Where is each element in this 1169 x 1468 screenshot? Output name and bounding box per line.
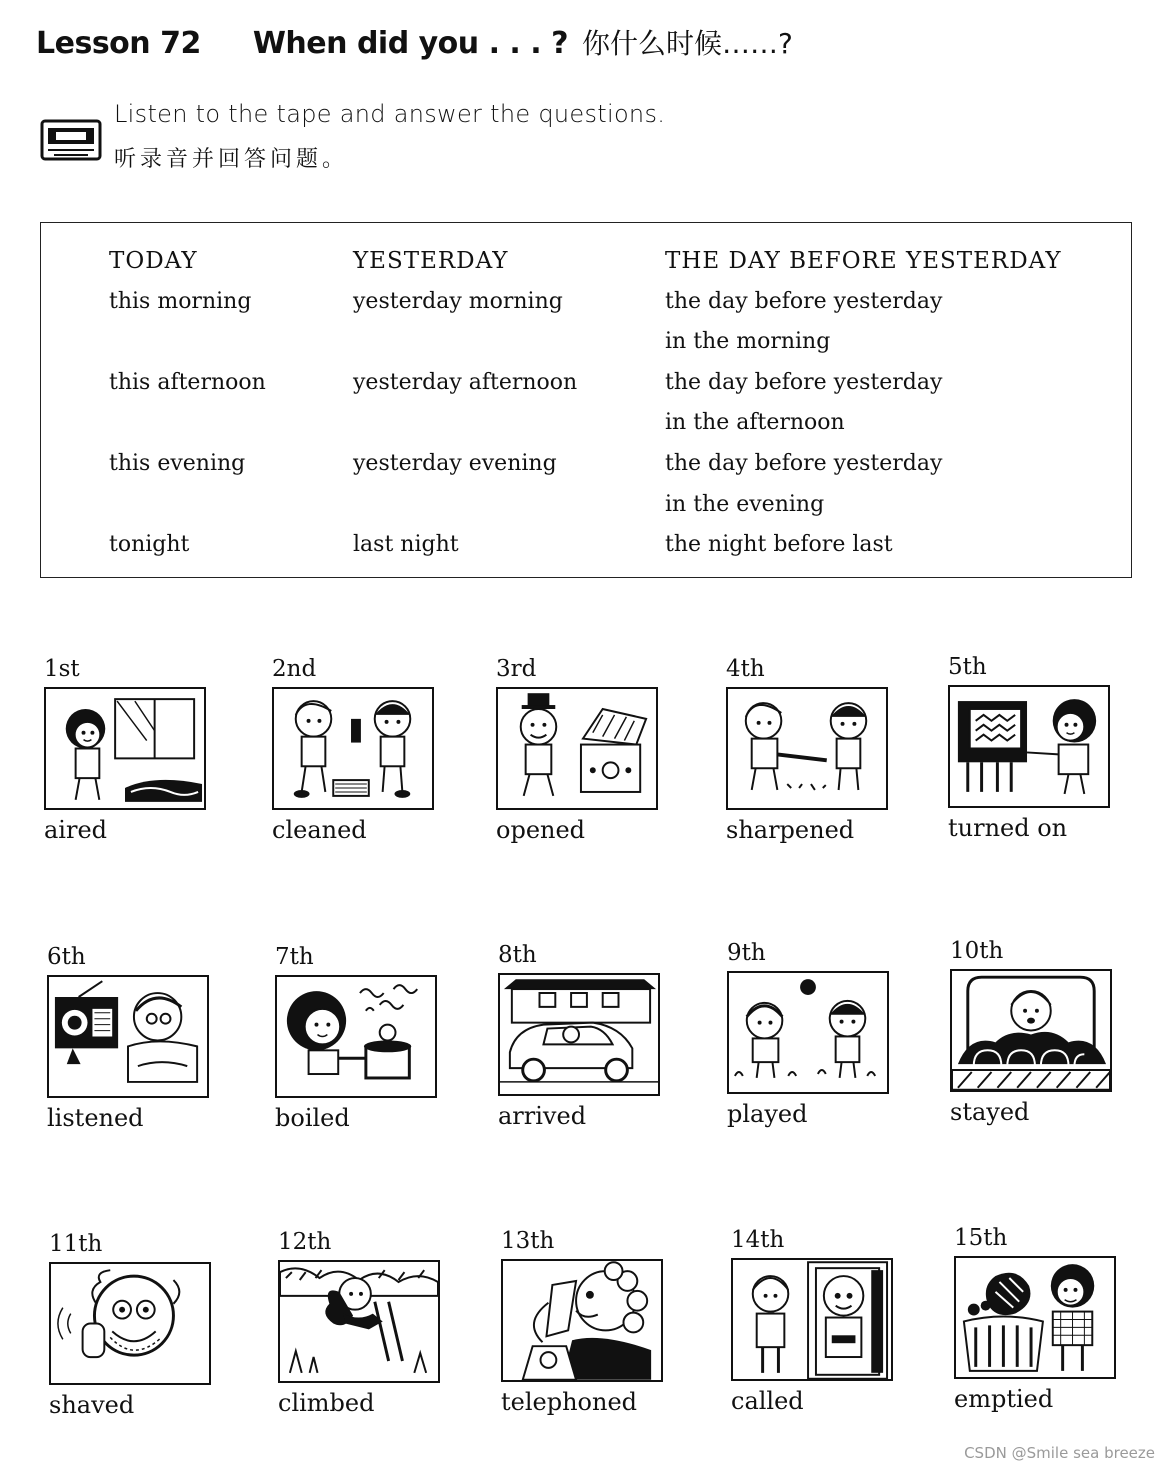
table-cell: the day before yesterday: [665, 450, 943, 476]
watermark: CSDN @Smile sea breeze: [964, 1444, 1155, 1462]
table-cell: the day before yesterday: [665, 288, 943, 314]
picture-ordinal: 14th: [731, 1227, 785, 1253]
table-cell: the day before yesterday: [665, 369, 943, 395]
picture-card: [948, 654, 1118, 864]
picture-ordinal: 1st: [44, 656, 80, 682]
picture-verb: climbed: [278, 1389, 375, 1417]
table-cell: [109, 485, 266, 526]
picture-ordinal: 15th: [954, 1225, 1008, 1251]
picture-card: [954, 1225, 1124, 1435]
instruction-english: Listen to the tape and answer the questions.: [114, 100, 666, 128]
picture-verb: stayed: [950, 1098, 1030, 1126]
sharpening-pencil-icon: [726, 687, 888, 810]
picture-ordinal: 2nd: [272, 656, 317, 682]
boiling-pot-icon: [275, 975, 437, 1098]
picture-ordinal: 8th: [498, 942, 537, 968]
lesson-number: Lesson 72: [36, 26, 201, 61]
car-arriving-icon: [498, 973, 660, 1096]
picture-ordinal: 3rd: [496, 656, 537, 682]
radio-listening-icon: [47, 975, 209, 1098]
picture-card: [496, 656, 666, 866]
picture-card: [275, 944, 445, 1154]
picture-ordinal: 13th: [501, 1228, 555, 1254]
picture-verb: telephoned: [501, 1388, 638, 1416]
time-expressions-table: [40, 222, 1132, 578]
picture-verb: cleaned: [272, 816, 367, 844]
picture-card: [727, 940, 897, 1150]
shaving-man-icon: [49, 1262, 211, 1385]
shoe-cleaning-icon: [272, 687, 434, 810]
window-airing-icon: [44, 687, 206, 810]
telephone-icon: [501, 1259, 663, 1382]
picture-verb: boiled: [275, 1104, 350, 1132]
bed-icon: [950, 969, 1112, 1092]
television-icon: [948, 685, 1110, 808]
picture-card: [501, 1228, 671, 1438]
picture-verb: shaved: [49, 1391, 135, 1419]
picture-card: [731, 1227, 901, 1437]
table-cell: [353, 485, 577, 526]
table-cell: last night: [353, 532, 459, 558]
table-cell: this evening: [109, 450, 246, 476]
lesson-title-chinese: 你什么时候……?: [582, 27, 793, 60]
table-cell: [353, 322, 577, 363]
picture-card: [726, 656, 896, 866]
table-cell: tonight: [109, 532, 190, 558]
picture-verb: listened: [47, 1104, 144, 1132]
table-cell: in the morning: [665, 329, 831, 355]
door-visit-icon: [731, 1258, 893, 1381]
picture-verb: arrived: [498, 1102, 587, 1130]
table-cell: in the afternoon: [665, 410, 845, 436]
picture-verb: emptied: [954, 1385, 1054, 1413]
opened-box-icon: [496, 687, 658, 810]
table-cell: this afternoon: [109, 369, 266, 395]
column-yesterday: [353, 241, 577, 566]
table-cell: [109, 403, 266, 444]
picture-ordinal: 4th: [726, 656, 765, 682]
picture-verb: called: [731, 1387, 804, 1415]
picture-verb: aired: [44, 816, 108, 844]
picture-card: [950, 938, 1120, 1148]
picture-verb: played: [727, 1100, 808, 1128]
column-header: THE DAY BEFORE YESTERDAY: [665, 248, 1062, 274]
column-header: YESTERDAY: [353, 248, 509, 274]
picture-card: [272, 656, 442, 866]
cassette-tape-icon: [40, 118, 102, 162]
picture-card: [49, 1231, 219, 1441]
table-cell: in the evening: [665, 491, 825, 517]
picture-ordinal: 7th: [275, 944, 314, 970]
table-cell: [109, 322, 266, 363]
lesson-title: When did you . . . ?: [252, 26, 569, 61]
picture-verb: turned on: [948, 814, 1068, 842]
picture-card: [498, 942, 668, 1152]
picture-verb: sharpened: [726, 816, 855, 844]
picture-ordinal: 9th: [727, 940, 766, 966]
picture-card: [278, 1229, 448, 1439]
table-cell: the night before last: [665, 532, 893, 558]
picture-ordinal: 10th: [950, 938, 1004, 964]
picture-verb: opened: [496, 816, 586, 844]
picture-ordinal: 6th: [47, 944, 86, 970]
picture-ordinal: 5th: [948, 654, 987, 680]
lesson-header: [36, 22, 793, 66]
table-cell: yesterday morning: [353, 288, 563, 314]
emptying-basket-icon: [954, 1256, 1116, 1379]
picture-ordinal: 12th: [278, 1229, 332, 1255]
picture-ordinal: 11th: [49, 1231, 103, 1257]
table-cell: yesterday evening: [353, 450, 557, 476]
column-today: [109, 241, 266, 566]
picture-card: [47, 944, 217, 1154]
table-cell: [353, 403, 577, 444]
column-day-before-yesterday: [665, 241, 1062, 566]
children-playing-icon: [727, 971, 889, 1094]
table-cell: yesterday afternoon: [353, 369, 578, 395]
picture-card: [44, 656, 214, 866]
tree-climbing-icon: [278, 1260, 440, 1383]
column-header: TODAY: [109, 248, 198, 274]
table-cell: this morning: [109, 288, 252, 314]
instruction-chinese: 听录音并回答问题。: [114, 147, 349, 172]
